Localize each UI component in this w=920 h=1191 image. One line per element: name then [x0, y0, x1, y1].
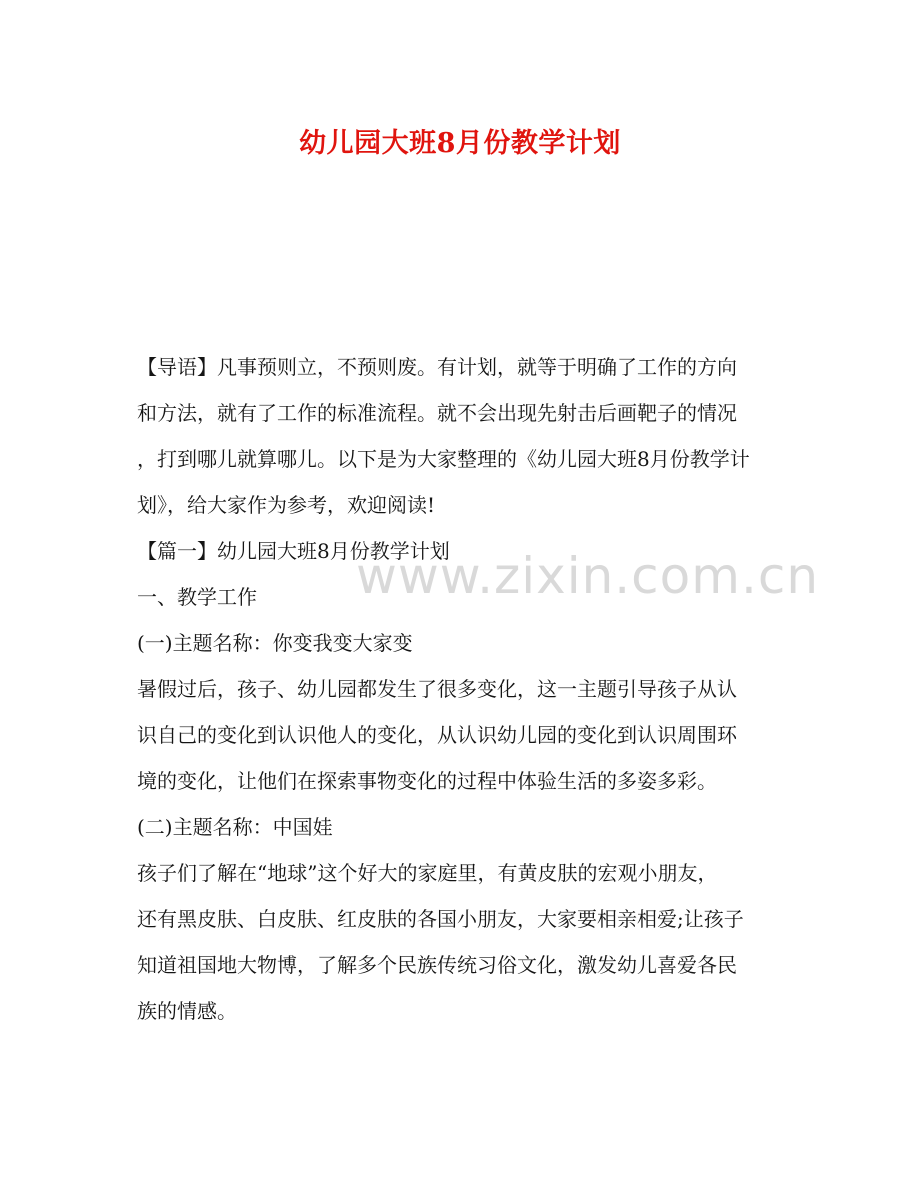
watermark: www.zixin.com.cn: [356, 547, 820, 605]
theme-2-line-3: 知道祖国地大物博，了解多个民族传统习俗文化，激发幼儿喜爱各民: [137, 953, 737, 977]
theme-2-line-2: 还有黑皮肤、白皮肤、红皮肤的各国小朋友，大家要相亲相爱;让孩子: [137, 907, 744, 931]
intro-line-3: ，打到哪儿就算哪儿。以下是为大家整理的《幼儿园大班8月份教学计: [137, 447, 750, 471]
theme-1-line-2: 识自己的变化到认识他人的变化，从认识幼儿园的变化到认识周围环: [137, 723, 737, 747]
theme-1-heading: (一)主题名称：你变我变大家变: [137, 631, 413, 655]
theme-1-line-3: 境的变化，让他们在探索事物变化的过程中体验生活的多姿多彩。: [137, 769, 717, 793]
theme-2-line-1: 孩子们了解在“地球”这个好大的家庭里，有黄皮肤的宏观小朋友，: [137, 861, 718, 885]
intro-line-4: 划》，给大家作为参考，欢迎阅读!: [137, 493, 436, 517]
subsection-heading: 一、教学工作: [137, 585, 257, 609]
theme-2-heading: (二)主题名称：中国娃: [137, 815, 333, 839]
theme-2-line-4: 族的情感。: [137, 999, 237, 1023]
section-heading: 【篇一】幼儿园大班8月份教学计划: [137, 539, 450, 563]
intro-line-1: 【导语】凡事预则立，不预则废。有计划，就等于明确了工作的方向: [137, 355, 737, 379]
document-body: [137, 344, 797, 1034]
intro-line-2: 和方法，就有了工作的标准流程。就不会出现先射击后画靶子的情况: [137, 401, 737, 425]
theme-1-line-1: 暑假过后，孩子、幼儿园都发生了很多变化，这一主题引导孩子从认: [137, 677, 737, 701]
document-title: 幼儿园大班8月份教学计划: [299, 128, 621, 159]
